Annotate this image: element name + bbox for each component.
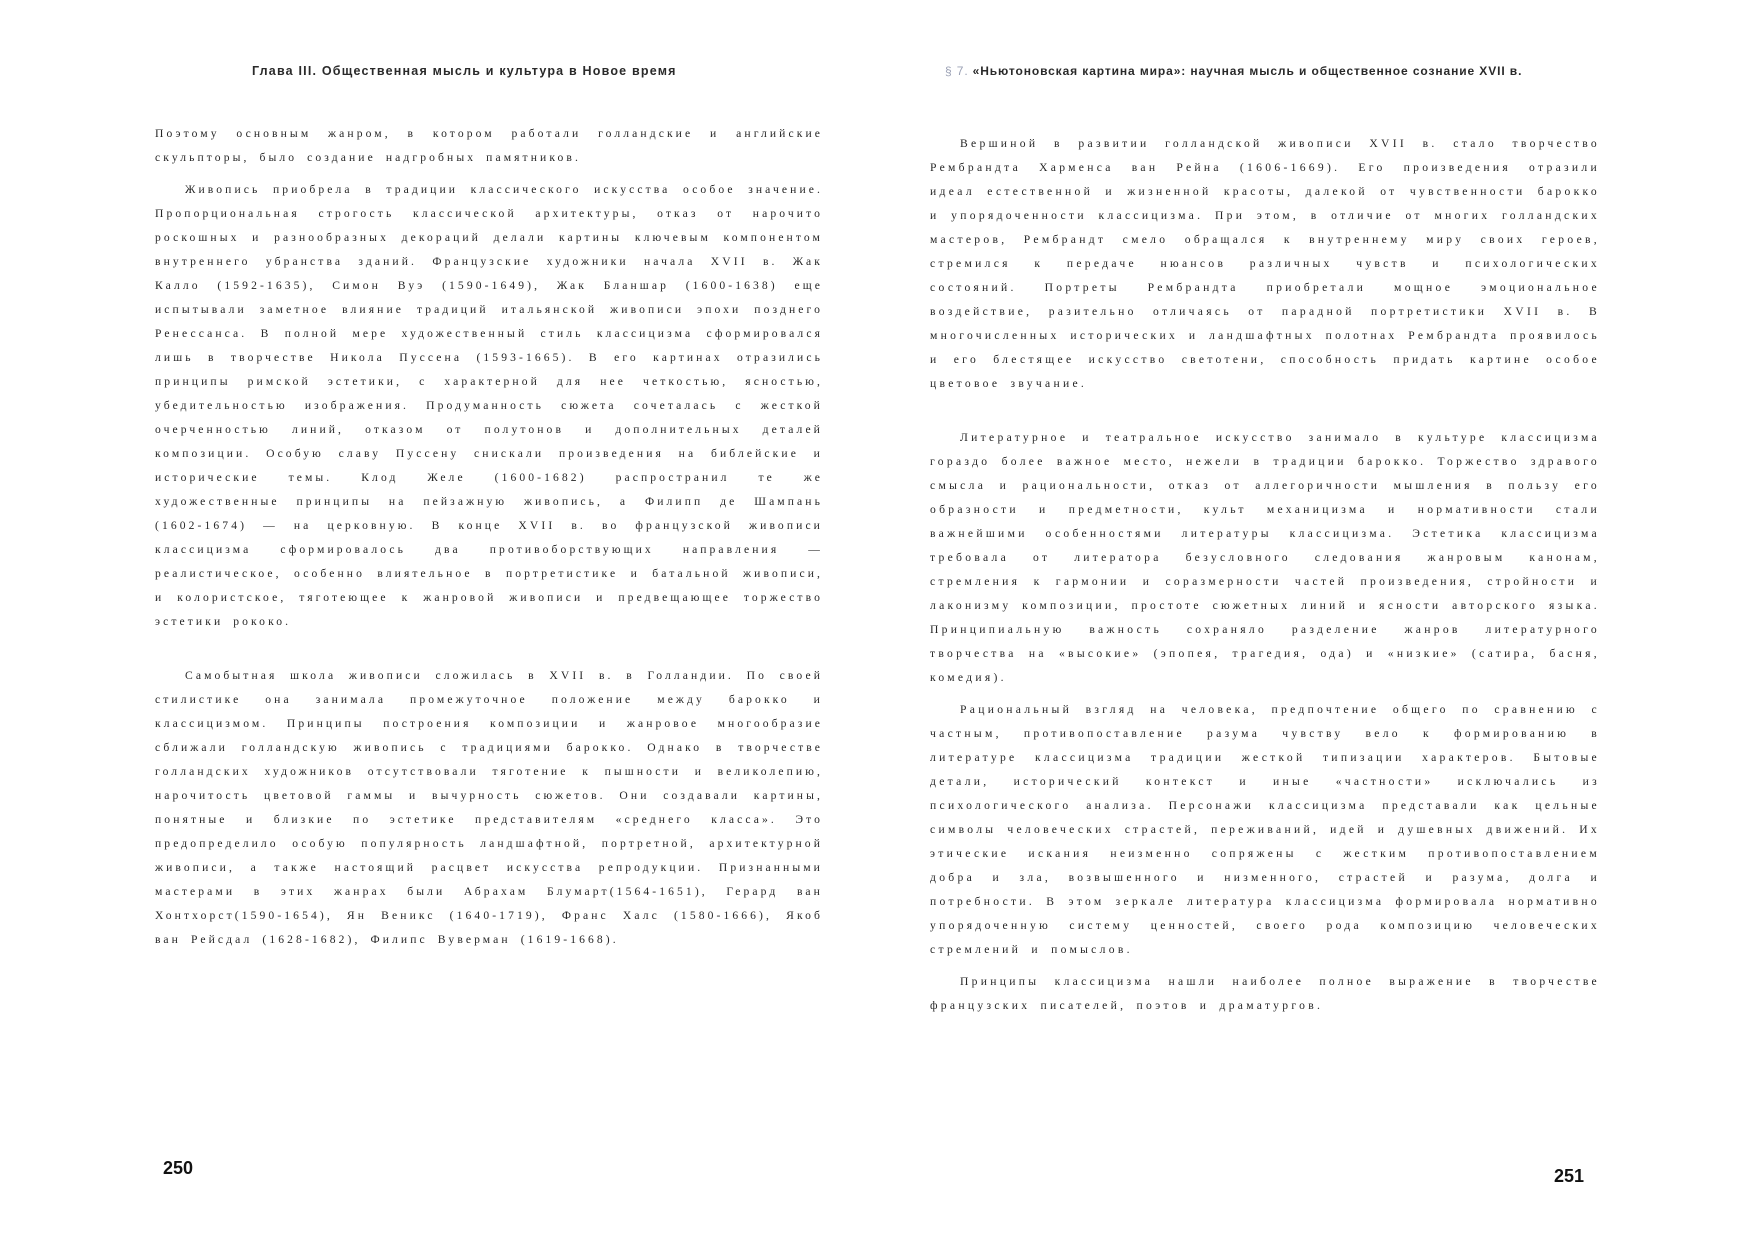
paragraph: Рациональный взгляд на человека, предпочтение общего по сравнению с частным, противопоставление разума чувству вело к формированию в литературе классицизма традиции жесткой типизации характеров. Бытовые детали, исторический контекст и иные «частности» исключались из психологического анализа. Персонажи классицизма представали как цельные символы человеческих страстей, переживаний, идей и душевных движений. Их этические искания неизменно сопряжены с жестким противопоставлением добра и зла, возвышенного и низменного, страстей и разума, долга и потребности. В этом зеркале литература классицизма формировала нормативно упорядоченную систему ценностей, своего рода композицию человеческих стремлений и помыслов. bbox=[930, 703, 1600, 956]
page-number-left: 250 bbox=[163, 1158, 194, 1178]
paragraph: Принципы классицизма нашли наиболее полное выражение в творчестве французских писателей, поэтов и драматургов. bbox=[930, 975, 1600, 1012]
paragraph: Вершиной в развитии голландской живописи XVII в. стало творчество Рембрандта Харменса ван Рейна (1606-1669). Его произведения отразили идеал естественной и жизненной красоты, далекой от чувственности барокко и упорядоченности классицизма. При этом, в отличие от многих голландских мастеров, Рембрандт смело обращался к внутреннему миру своих героев, стремился к передаче нюансов различных чувств и психологических состояний. Портреты Рембрандта приобретали мощное эмоциональное воздействие, разительно отличаясь от парадной портретистики XVII в. В многочисленных исторических и ландшафтных полотнах Рембрандта проявилось и его блестящее искусство светотени, способность придать картине особое цветовое звучание. bbox=[930, 137, 1600, 390]
left-page-body bbox=[155, 122, 823, 960]
running-header-right bbox=[945, 64, 1522, 78]
paragraph: Самобытная школа живописи сложилась в XVII в. в Голландии. По своей стилистике она занимала промежуточное положение между барокко и классицизмом. Принципы построения композиции и жанровое многообразие сближали голландскую живопись с традициями барокко. Однако в творчестве голландских художников отсутствовали тяготение к пышности и великолепию, нарочитость цветовой гаммы и вычурность сюжетов. Они создавали картины, понятные и близкие по эстетике представителям «среднего класса». Это предопределило особую популярность ландшафтной, портретной, архитектурной живописи, а также настоящий расцвет искусства репродукции. Признанными мастерами в этих жанрах были Абрахам Блумарт(1564-1651), Герард ван Хонтхорст(1590-1654), Ян Веникс (1640-1719), Франс Халс (1580-1666), Якоб ван Рейсдал (1628-1682), Филипс Вуверман (1619-1668). bbox=[155, 669, 823, 946]
running-header-left: Глава III. Общественная мысль и культура в Новое время bbox=[252, 64, 677, 78]
paragraph: Поэтому основным жанром, в котором работали голландские и английские скульпторы, было создание надгробных памятников. bbox=[155, 127, 823, 164]
right-page-body bbox=[930, 132, 1600, 1026]
paragraph: Живопись приобрела в традиции классического искусства особое значение. Пропорциональная строгость классической архитектуры, отказ от нарочито роскошных и разнообразных декораций делали картины ключевым компонентом внутреннего убранства зданий. Французские художники начала XVII в. Жак Калло (1592-1635), Симон Вуэ (1590-1649), Жак Бланшар (1600-1638) еще испытывали заметное влияние традиций итальянской живописи эпохи позднего Ренессанса. В полной мере художественный стиль классицизма сформировался лишь в творчестве Никола Пуссена (1593-1665). В его картинах отразились принципы римской эстетики, с характерной для нее четкостью, ясностью, убедительностью изображения. Продуманность сюжета сочеталась с жесткой очерченностью линий, отказом от полутонов и дополнительных деталей композиции. Особую славу Пуссену снискали произведения на библейские и исторические темы. Клод Желе (1600-1682) распространил те же художественные принципы на пейзажную живопись, а Филипп де Шампань (1602-1674) — на церковную. В конце XVII в. во французской живописи классицизма сформировалось два противоборствующих направления — реалистическое, особенно влиятельное в портретистике и батальной живописи, и колористское, тяготеющее к жанровой живописи и предвещающее торжество эстетики рококо. bbox=[155, 183, 823, 628]
page-number-right: 251 bbox=[1554, 1166, 1585, 1186]
section-title: «Ньютоновская картина мира»: научная мысль и общественное сознание XVII в. bbox=[972, 64, 1523, 78]
paragraph: Литературное и театральное искусство занимало в культуре классицизма гораздо более важное место, нежели в традиции барокко. Торжество здравого смысла и рациональности, отказ от аллегоричности мышления в пользу его образности и предметности, культ механицизма и нормативности стали важнейшими особенностями литературы классицизма. Эстетика классицизма требовала от литератора безусловного следования жанровым канонам, стремления к гармонии и соразмерности частей произведения, стройности и лаконизму композиции, простоте сюжетных линий и ясности авторского языка. Принципиальную важность сохраняло разделение жанров литературного творчества на «высокие» (эпопея, трагедия, ода) и «низкие» (сатира, басня, комедия). bbox=[930, 431, 1600, 684]
right-page bbox=[877, 0, 1754, 1239]
section-mark: § 7. bbox=[945, 64, 969, 78]
